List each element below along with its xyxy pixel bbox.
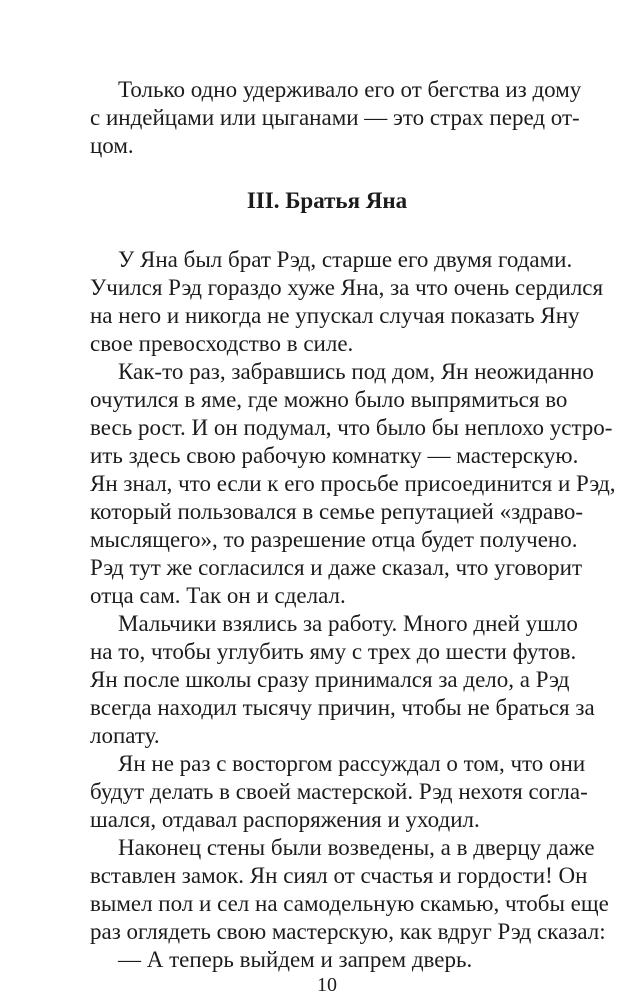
text-line: вымел пол и сел на самодельную скамью, чтобы еще <box>90 891 609 916</box>
chapter-heading: III. Братья Яна <box>246 188 408 213</box>
text-line: вставлен замок. Ян сиял от счастья и гордости! Он <box>90 863 588 888</box>
text-line: шался, отдавал распоряжения и уходил. <box>90 807 480 832</box>
text-line: с индейцами или цыганами — это страх перед от- <box>90 105 580 130</box>
text-line: Ян после школы сразу принимался за дело, а Рэд <box>90 667 570 692</box>
text-line: который пользовался в семье репутацией «здраво- <box>90 499 584 524</box>
text-line: Рэд тут же согласился и даже сказал, что уговорит <box>90 555 583 580</box>
text-line: на то, чтобы углубить яму с трех до шести футов. <box>90 639 577 664</box>
text-line: лопату. <box>90 723 160 748</box>
text-line: будут делать в своей мастерской. Рэд нехотя согла- <box>90 779 588 804</box>
text-line: цом. <box>90 133 134 158</box>
page-number: 10 <box>317 974 337 996</box>
text-line: всегда находил тысячу причин, чтобы не браться за <box>90 695 595 720</box>
text-line: Наконец стены были возведены, а в дверцу даже <box>118 835 595 860</box>
text-line: мыслящего», то разрешение отца будет получено. <box>90 527 578 552</box>
text-line: Ян знал, что если к его просьбе присоединится и Рэд, <box>90 471 616 496</box>
text-line: Учился Рэд гораздо хуже Яна, за что очень сердился <box>90 275 604 300</box>
text-line: — А теперь выйдем и запрем дверь. <box>118 947 473 972</box>
text-line: ить здесь свою рабочую комнатку — мастерскую. <box>90 443 579 468</box>
text-line: раз оглядеть свою мастерскую, как вдруг Рэд сказал: <box>90 919 606 944</box>
text-line: Мальчики взялись за работу. Много дней ушло <box>118 611 578 636</box>
text-line: отца сам. Так он и сделал. <box>90 583 346 608</box>
text-line: свое превосходство в силе. <box>90 331 354 356</box>
text-line: очутился в яме, где можно было выпрямиться во <box>90 387 568 412</box>
text-line: весь рост. И он подумал, что было бы неплохо устро- <box>90 415 613 440</box>
text-line: Ян не раз с восторгом рассуждал о том, что они <box>118 751 586 776</box>
text-line: Как-то раз, забравшись под дом, Ян неожиданно <box>118 359 594 384</box>
text-line: на него и никогда не упускал случая показать Яну <box>90 303 580 328</box>
text-line: Только одно удерживало его от бегства из дому <box>118 77 582 102</box>
text-line: У Яна был брат Рэд, старше его двумя годами. <box>118 247 573 272</box>
